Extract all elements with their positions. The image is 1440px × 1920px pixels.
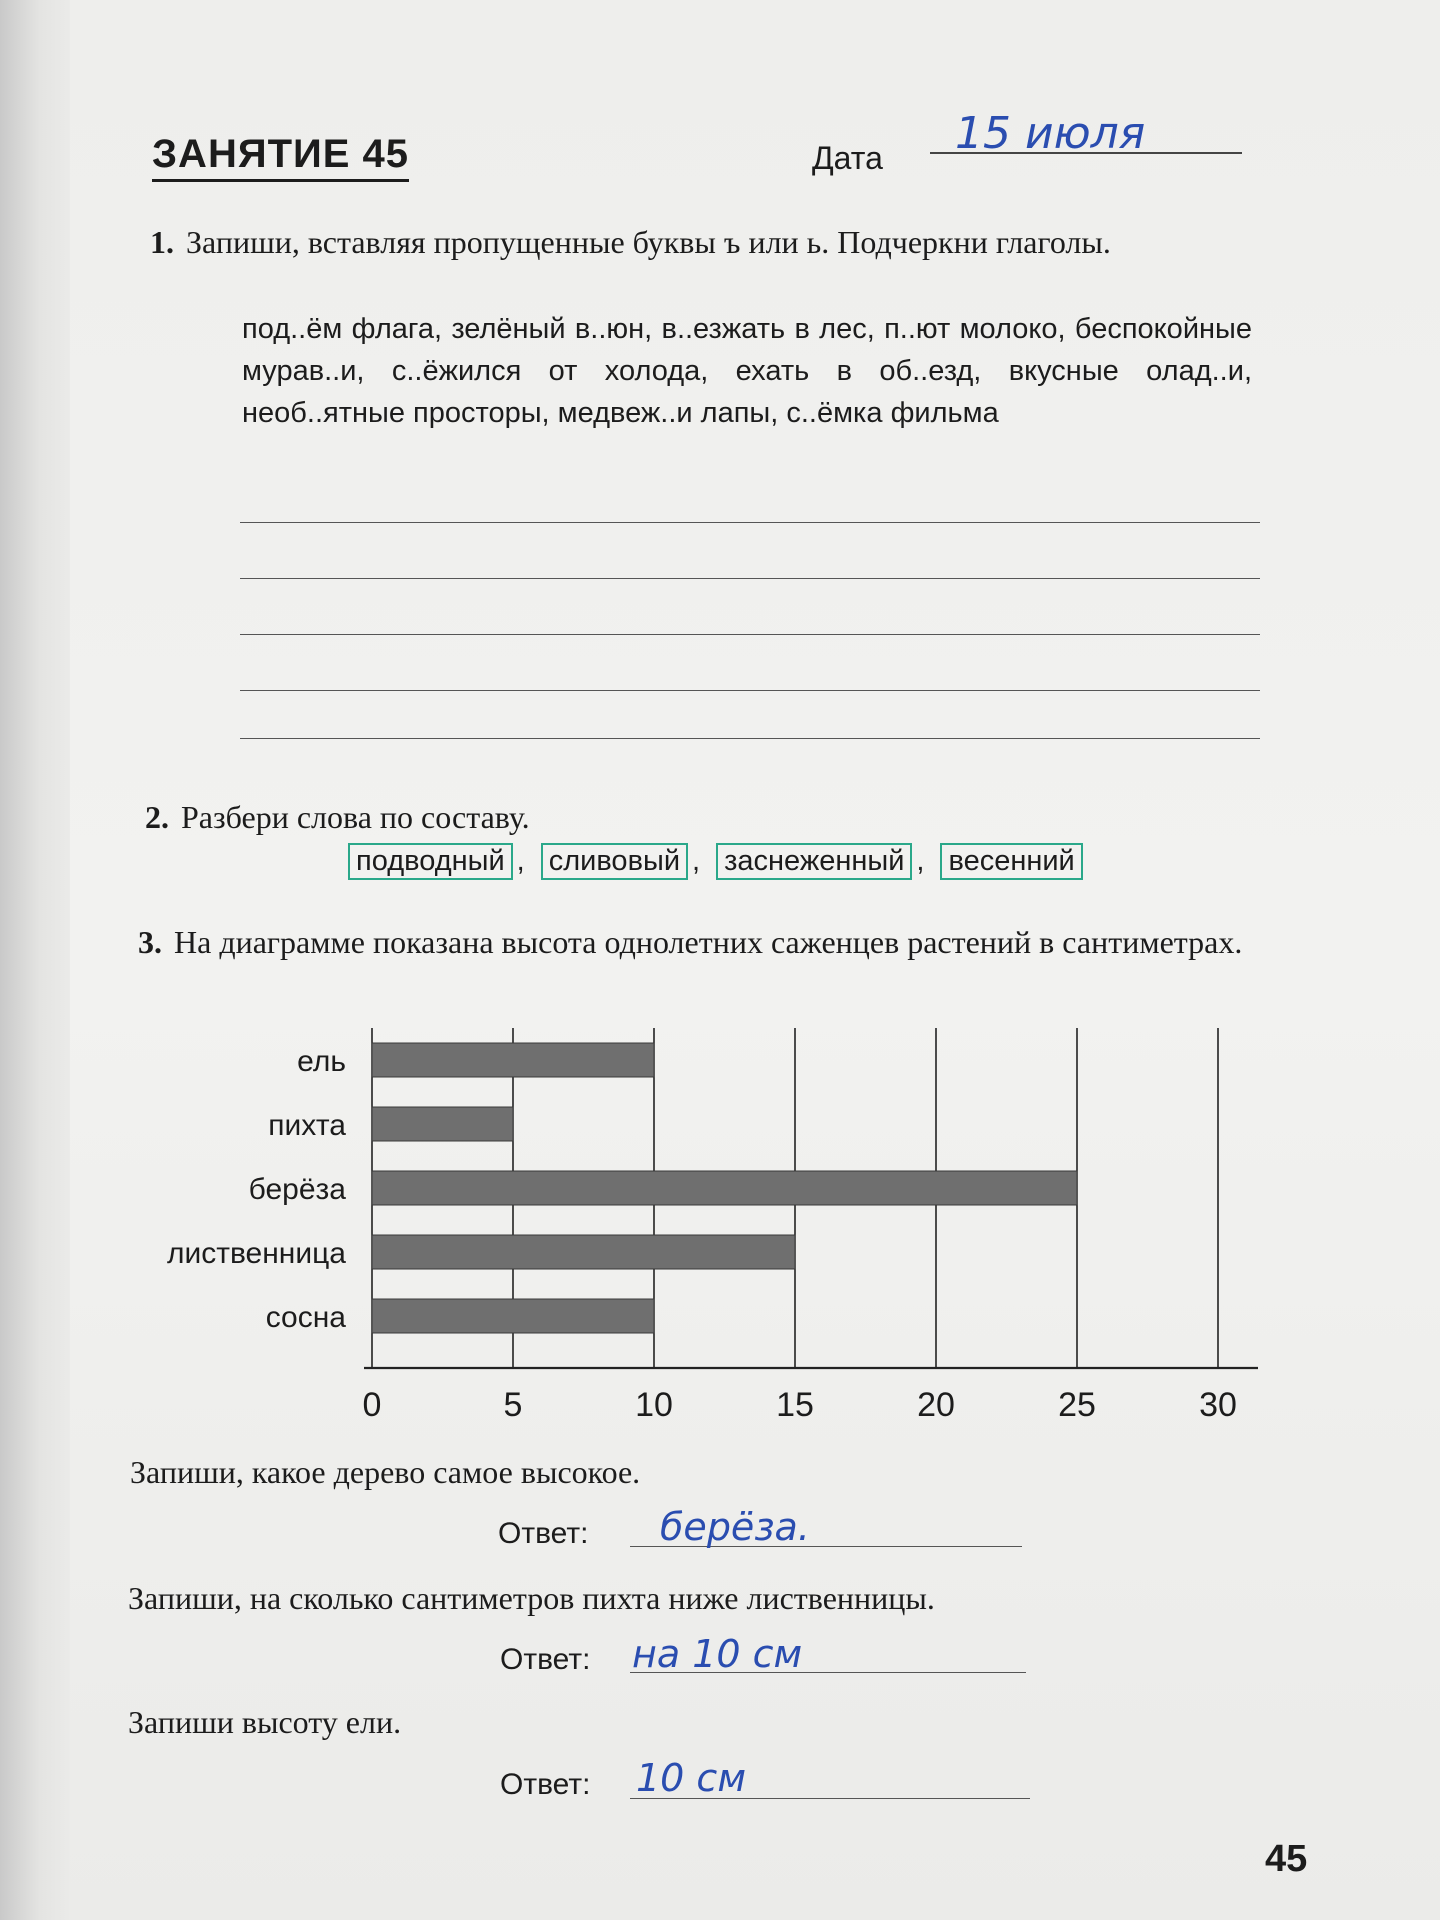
category-label: пихта [268, 1109, 346, 1142]
x-tick-label: 10 [635, 1386, 673, 1424]
answer-rule [240, 738, 1260, 739]
task1-instruction-block [150, 220, 1240, 264]
answer-label: Ответ: [500, 1768, 591, 1801]
x-tick-label: 15 [776, 1386, 814, 1424]
date-handwritten: 15 июля [955, 108, 1146, 159]
page-number: 45 [1265, 1838, 1308, 1880]
question-1: Запиши, какое дерево самое высокое. [130, 1454, 641, 1490]
parse-word: подводный [348, 843, 513, 880]
x-tick-label: 0 [362, 1386, 382, 1424]
task2-words: подводный , сливовый , заснеженный , весенний [348, 843, 1087, 880]
task3-instruction-block [138, 920, 1273, 964]
x-tick-label: 5 [503, 1386, 523, 1424]
parse-word: сливовый [541, 843, 688, 880]
task2-number: 2. [145, 799, 169, 835]
task1-words: под..ём флага, зелёный в..юн, в..езжать в лес, п..ют молоко, беспокойные мурав..и, с..ёжился от холода, ехать в об..езд, вкусные олад..и, необ..ятные просторы, медвеж..и лапы, с..ёмка фильма [242, 313, 1252, 429]
task3-instruction: На диаграмме показана высота однолетних саженцев растений в сантиметрах. [174, 924, 1243, 960]
category-label: лиственница [166, 1237, 346, 1270]
question-3: Запиши высоту ели. [128, 1704, 402, 1740]
category-label: сосна [265, 1301, 346, 1334]
answer-label: Ответ: [500, 1643, 591, 1676]
parse-word: заснеженный [716, 843, 912, 880]
answer-2-handwritten: на 10 см [632, 1632, 803, 1676]
parse-word: весенний [940, 843, 1082, 880]
task3-number: 3. [138, 924, 162, 960]
answer-rule [240, 690, 1260, 691]
answer-rule [240, 634, 1260, 635]
category-label: берёза [248, 1173, 346, 1206]
date-label: Дата [812, 140, 883, 176]
question-2: Запиши, на сколько сантиметров пихта ниже лиственницы. [128, 1580, 935, 1616]
task1-number: 1. [150, 224, 174, 260]
x-tick-label: 30 [1199, 1386, 1237, 1424]
category-label: ель [297, 1045, 346, 1078]
task2-instruction: Разбери слова по составу. [181, 799, 530, 835]
answer-label: Ответ: [498, 1517, 589, 1550]
answer-3-handwritten: 10 см [636, 1756, 746, 1800]
answer-rule [240, 578, 1260, 579]
x-tick-label: 25 [1058, 1386, 1096, 1424]
lesson-title: ЗАНЯТИЕ 45 [152, 132, 409, 182]
x-tick-label: 20 [917, 1386, 955, 1424]
answer-rule [240, 522, 1260, 523]
task1-instruction: Запиши, вставляя пропущенные буквы ъ или ь. Подчеркни глаголы. [186, 224, 1111, 260]
answer-1-handwritten: берёза. [660, 1505, 810, 1549]
task2-instruction-block [145, 795, 530, 839]
